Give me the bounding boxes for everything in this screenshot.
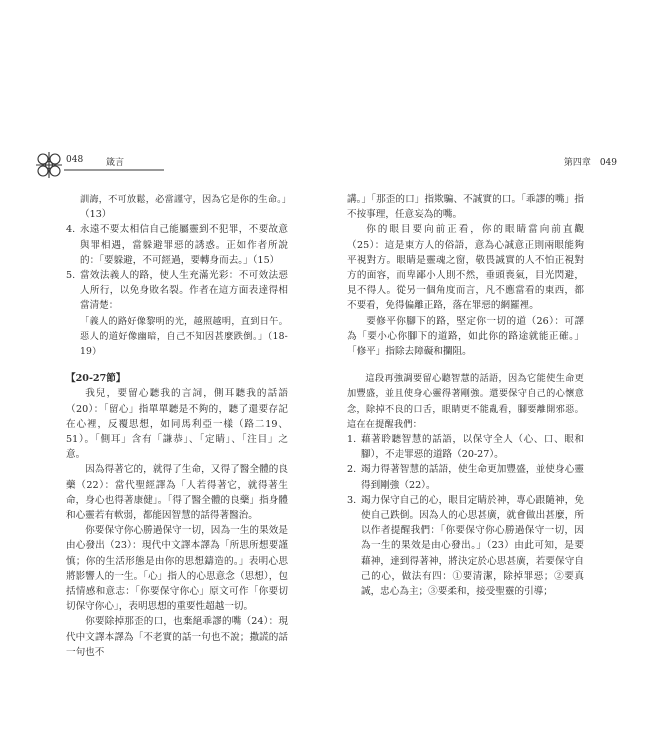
list-quote: 「義人的路好像黎明的光，越照越明，直到日午。惡人的道好像幽暗，自己不知因甚麼跌倒。」（18-19） [80, 315, 288, 358]
commentary-paragraph: 我兒，要留心聽我的言詞，側耳聽我的話語（20）：「留心」指單單聽是不夠的，聽了還要存記在心裡，反覆思想，如同馬利亞一樣（路二19、51）。「側耳」含有「謙恭」、「定睛」、「注目」之意。 [66, 388, 288, 461]
verse-ref: （13） [80, 209, 112, 221]
left-text-column [66, 192, 292, 660]
list-item-2 [347, 462, 584, 492]
knot-ornament-icon [34, 150, 64, 180]
continued-quote: 訓誨，不可放鬆，必當謹守，因為它是你的生命。」 [80, 194, 292, 205]
header-rule [64, 169, 164, 171]
running-title-left: 箴言 [106, 158, 125, 168]
list-text: 當效法義人的路，使人生充滿光彩：不可效法惡人所行，以免身敗名裂。作者在這方面表達得相當清楚： [80, 270, 288, 312]
commentary-paragraph: 講。」「那歪的口」指欺騙、不誠實的口。「乖謬的嘴」指不按事理，任意妄為的嘴。 [347, 194, 584, 221]
page-number-right: 049 [599, 158, 617, 168]
commentary-paragraph: 因為得著它的，就得了生命，又得了醫全體的良藥（22）：當代聖經譯為「人若得著它，就得著生命，身心也得著康健」。「得了醫全體的良藥」指身體和心靈若有軟弱，都能因智慧的話得著醫治。 [66, 464, 288, 522]
page-number-left: 048 [66, 155, 84, 165]
list-text: 竭力保守自己的心，眼目定睛於神，專心跟隨神，免使自己跌倒。因為人的心思甚廣，就會做出甚麼，所以作者提醒我們：「你要保守你心勝過保守一切，因為一生的果效是由心發出。」（23）由此可知，是要藉神，達到得著神，將決定於心思甚廣，若要保守自己的心，做法有四：①要清潔，除掉罪惡；②要真誠，忠心為主；③要柔和，接受聖靈的引導； [361, 494, 584, 598]
list-item-4 [66, 222, 288, 268]
list-number: 3. [347, 494, 357, 506]
right-page-header [558, 155, 617, 168]
commentary-paragraph: 你的眼目要向前正看，你的眼睛當向前直觀（25）：這是東方人的俗語，意為心誠意正則兩眼能夠平視對方。眼睛是靈魂之窗，敬畏誠實的人不怕正視對方的面容，而卑鄙小人則不然，垂頭喪氣，目光閃避，見不得人。從另一個角度而言，凡不應當看的東西，都不要看，免得偏離正路，落在罪惡的網羅裡。 [347, 224, 584, 312]
left-page-header [34, 150, 174, 190]
right-page [325, 0, 650, 750]
section-heading: 【20-27節】 [66, 373, 126, 385]
list-number: 2. [347, 464, 357, 476]
commentary-paragraph: 你要保守你心勝過保守一切，因為一生的果效是由心發出（23）：現代中文譯本譯為「所思所想要謹慎；你的生活形態是由你的思想鑄造的。」表明心思將影響人的一生。「心」指人的心思意念（思想），包括情感和意志：「你要保守你心」原文可作「你要切切保守你心」，表明思想的重要性超越一切。 [66, 525, 288, 613]
list-item-3 [347, 493, 584, 599]
commentary-paragraph: 你要除掉那歪的口，也棄絕乖謬的嘴（24）：現代中文譯本譯為「不老實的話一句也不說；撒謊的話一句也不 [66, 616, 288, 658]
list-text: 竭力得著智慧的話語，使生命更加豐盛，並使身心靈得到剛強（22）。 [361, 464, 584, 491]
running-title-right: 第四章 [563, 158, 591, 168]
list-text: 藉著聆聽智慧的話語，以保守全人（心、口、眼和腳），不走罪惡的道路（20-27）。 [361, 434, 584, 461]
list-number: 4. [66, 224, 76, 236]
list-item-5 [66, 268, 288, 359]
list-number: 5. [66, 270, 76, 282]
summary-paragraph: 這段再強調要留心聽智慧的話語，因為它能使生命更加豐盛，並且使身心靈得著剛強。還要保守自己的心懷意念，除掉不良的口舌，眼睛更不能亂看，腳要離開邪惡。這在在提醒我們： [347, 373, 584, 430]
list-number: 1. [347, 434, 357, 446]
right-text-column [347, 192, 584, 599]
commentary-paragraph: 要修平你腳下的路，堅定你一切的道（26）：可譯為「要小心你腳下的道路，如此你的路途就能正確。」「修平」指除去障礙和攔阻。 [347, 315, 584, 358]
list-item-1 [347, 432, 584, 462]
list-text: 永遠不要太相信自己能屬靈到不犯罪，不要故意與罪相遇，當躲避罪惡的誘惑。正如作者所說的：「要躲避，不可經過，要轉身而去。」（15） [80, 224, 288, 266]
